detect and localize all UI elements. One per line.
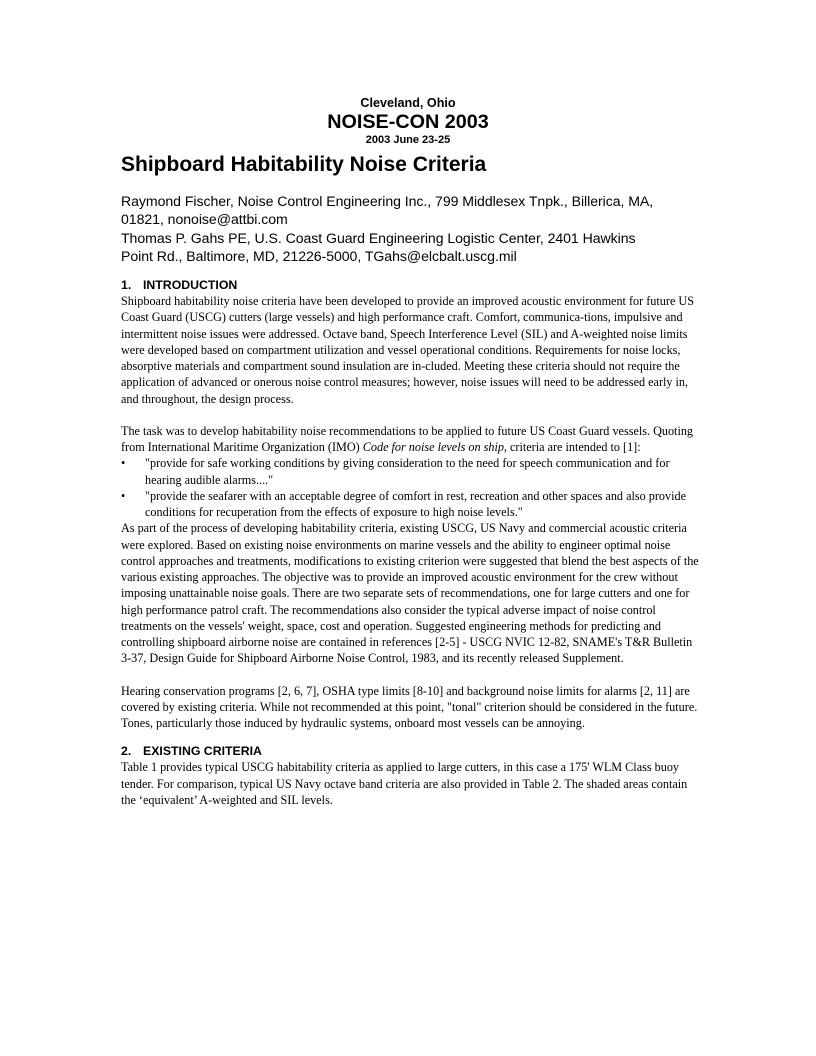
conference-dates: 2003 June 23-25: [365, 134, 451, 146]
author-line: Point Rd., Baltimore, MD, 21226-5000, TGahs@elcbalt.uscg.mil: [121, 247, 517, 264]
conference-location: Cleveland, Ohio: [360, 96, 456, 110]
list-item: [121, 488, 699, 521]
section-title: EXISTING CRITERIA: [143, 744, 262, 759]
section-heading-introduction: [121, 278, 699, 293]
author-block: [121, 192, 699, 265]
bullet-icon: •: [121, 456, 126, 471]
section-title: INTRODUCTION: [143, 278, 238, 293]
conference-name: NOISE-CON 2003: [327, 111, 489, 133]
author-line: Raymond Fischer, Noise Control Engineering Inc., 799 Middlesex Tnpk., Billerica, MA,: [121, 193, 654, 209]
imo-code-title: Code for noise levels on ship: [362, 440, 504, 455]
task-text-end: , criteria are intended to [1]:: [503, 440, 641, 455]
conference-header: [117, 96, 699, 147]
section-heading-existing-criteria: [121, 744, 699, 759]
process-paragraph: As part of the process of developing habitability criteria, existing USCG, US Navy and commercial acoustic criteria were explored. Based on existing noise environments on marine vessels and the ability to engineer optimal noise control approaches and treatments, modifications to existing criterion were suggested that blend the best aspects of the various existing approaches. The objective was to provide an improved acoustic environment for the crew without imposing unattainable noise goals. There are two separate sets of recommendations, one for large cutters and one for high performance patrol craft. The recommendations also consider the typical adverse impact of noise control treatments on the vessels' weight, space, cost and operation. Suggested engineering methods for predicting and controlling shipboard airborne noise are contained in references [2-5] - USCG NVIC 12-82, SNAME's T&R Bulletin 3-37, Design Guide for Shipboard Airborne Noise Control, 1983, and its recently released Supplement.: [121, 521, 699, 666]
list-item-text: "provide the seafarer with an acceptable degree of comfort in rest, recreation and other spaces and also provide conditions for recuperation from the effects of exposure to high noise levels.": [145, 488, 686, 520]
paper-title: Shipboard Habitability Noise Criteria: [121, 153, 487, 176]
task-text: The task was to develop habitability noise recommendations to be applied to future US Coast Guard vessels. Quoting from International Maritime Organization (IMO): [121, 423, 694, 455]
list-item-text: "provide for safe working conditions by giving consideration to the need for speech communication and for hearing audible alarms....": [145, 456, 670, 487]
section-number: 1.: [121, 278, 132, 293]
author-line: 01821, nonoise@attbi.com: [121, 211, 288, 228]
hearing-paragraph: Hearing conservation programs [2, 6, 7], OSHA type limits [8-10] and background noise limits for alarms [2, 11] are covered by existing criteria. While not recommended at this point, "tonal" criterion should be considered in the future. Tones, particularly those induced by hydraulic systems, onboard most vessels can be annoying.: [121, 683, 698, 731]
author-line: Thomas P. Gahs PE, U.S. Coast Guard Engineering Logistic Center, 2401 Hawkins: [121, 229, 636, 246]
section-number: 2.: [121, 744, 132, 759]
imo-quote-list: [121, 455, 699, 520]
list-item: [121, 455, 699, 488]
task-paragraph: [121, 423, 699, 456]
paper-page: [121, 96, 699, 808]
existing-criteria-paragraph: Table 1 provides typical USCG habitability criteria as applied to large cutters, in this case a 175' WLM Class buoy tender. For comparison, typical US Navy octave band criteria are also provided in Table 2. The shaded areas contain the ‘equivalent’ A-weighted and SIL levels.: [121, 760, 688, 807]
bullet-icon: •: [121, 488, 126, 503]
intro-paragraph: Shipboard habitability noise criteria have been developed to provide an improved acoustic environment for future US Coast Guard (USCG) cutters (large vessels) and high performance craft. Comfort, communica-tions, impulsive and intermittent noise issues were addressed. Octave band, Speech Interference Level (SIL) and A-weighted noise limits were developed based on compartment utilization and vessel operational conditions. Requirements for noise locks, absorptive materials and compartment sound insulation are in-cluded. Meeting these criteria should not require the application of advanced or onerous noise control measures; however, noise issues will need to be addressed early in, and throughout, the design process.: [121, 294, 694, 406]
